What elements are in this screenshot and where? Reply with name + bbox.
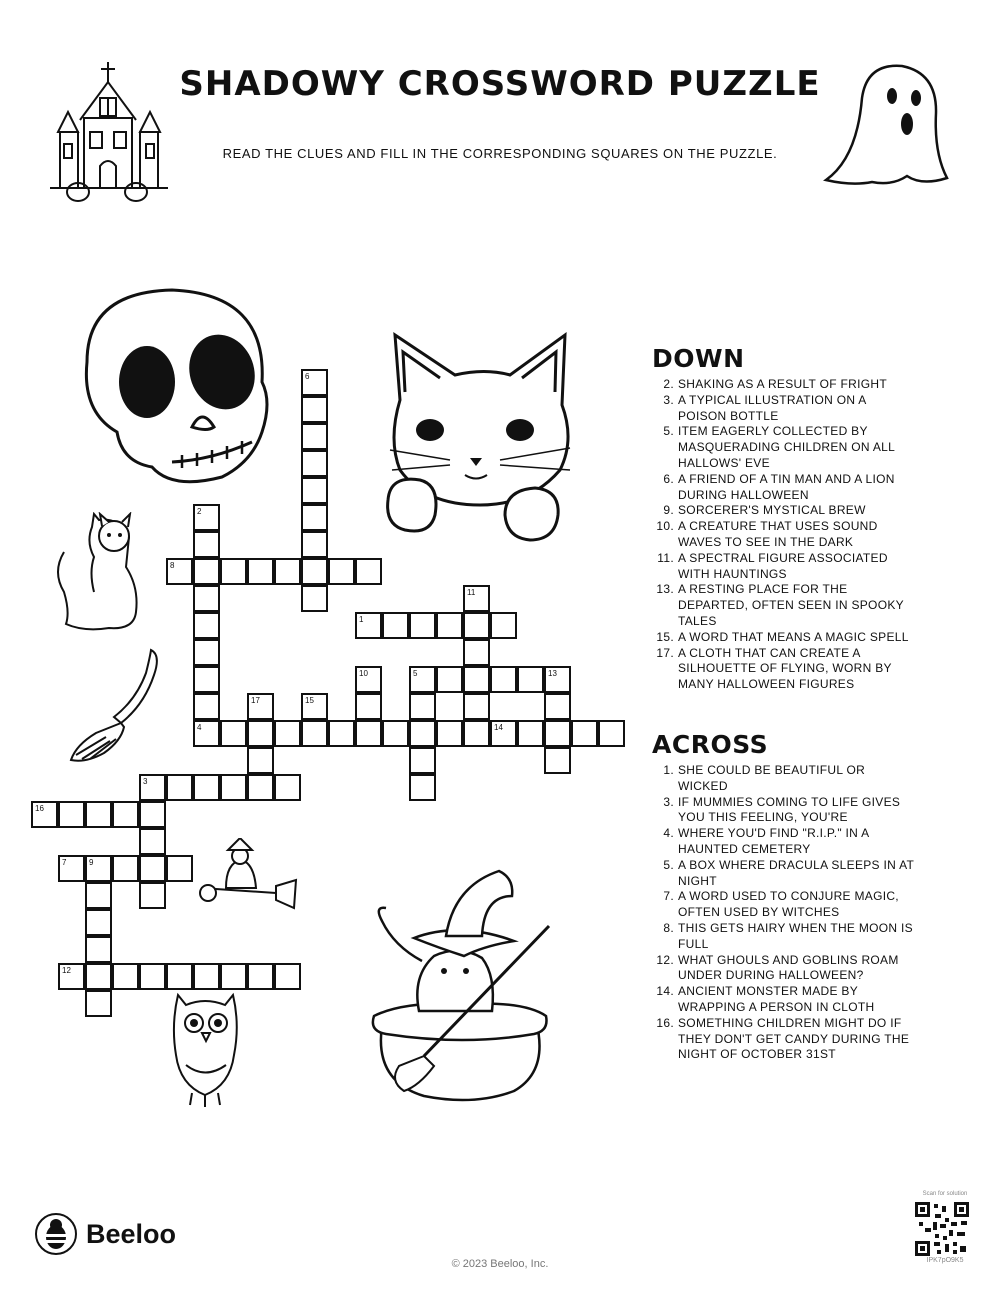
qr-caption: Scan for solution: [922, 1191, 968, 1197]
across-clue: 14. ANCIENT MONSTER MADE BY WRAPPING A PERSON IN CLOTH: [656, 984, 875, 1014]
crossword-cell[interactable]: [544, 747, 571, 774]
clue-number: 12: [62, 966, 71, 975]
crossword-cell[interactable]: [301, 423, 328, 450]
crossword-cell[interactable]: [85, 801, 112, 828]
crossword-cell[interactable]: [166, 855, 193, 882]
clue-number: 2: [197, 507, 202, 516]
qr-code-icon[interactable]: [915, 1202, 969, 1256]
crossword-cell[interactable]: [220, 963, 247, 990]
crossword-cell[interactable]: [436, 720, 463, 747]
crossword-cell[interactable]: [247, 963, 274, 990]
crossword-cell[interactable]: [85, 909, 112, 936]
across-clue-list: [652, 763, 917, 1063]
crossword-cell[interactable]: [139, 801, 166, 828]
crossword-cell[interactable]: [193, 666, 220, 693]
clue-number: 8: [170, 561, 175, 570]
crossword-cell[interactable]: [490, 666, 517, 693]
crossword-cell[interactable]: [274, 720, 301, 747]
down-clue: 5. ITEM EAGERLY COLLECTED BY MASQUERADING CHILDREN ON ALL HALLOWS' EVE: [663, 424, 895, 470]
clue-number: 9: [89, 858, 94, 867]
clue-number: 5: [413, 669, 418, 678]
crossword-cell[interactable]: [463, 612, 490, 639]
across-clue: 12. WHAT GHOULS AND GOBLINS ROAM UNDER DURING HALLOWEEN?: [656, 952, 899, 983]
clue-number: 16: [35, 804, 44, 813]
crossword-cell[interactable]: [247, 747, 274, 774]
crossword-cell[interactable]: [193, 558, 220, 585]
crossword-cell[interactable]: [193, 612, 220, 639]
crossword-cell[interactable]: [247, 774, 274, 801]
across-clue: 4. WHERE YOU'D FIND "R.I.P." IN A HAUNTED CEMETERY: [663, 826, 869, 856]
crossword-cell[interactable]: [463, 693, 490, 720]
crossword-cell[interactable]: [382, 612, 409, 639]
crossword-cell[interactable]: [166, 963, 193, 990]
crossword-cell[interactable]: [409, 774, 436, 801]
crossword-cell[interactable]: [193, 693, 220, 720]
clue-number: 11: [467, 588, 476, 597]
crossword-cell[interactable]: [301, 504, 328, 531]
crossword-cell[interactable]: [463, 720, 490, 747]
crossword-cell[interactable]: [409, 747, 436, 774]
crossword-cell[interactable]: [85, 990, 112, 1017]
crossword-cell[interactable]: [301, 477, 328, 504]
crossword-cell[interactable]: [139, 963, 166, 990]
crossword-cell[interactable]: [328, 558, 355, 585]
crossword-cell[interactable]: [220, 774, 247, 801]
crossword-cell[interactable]: [436, 666, 463, 693]
brand-logo: [34, 1212, 176, 1256]
crossword-cell[interactable]: [220, 558, 247, 585]
crossword-cell[interactable]: [544, 720, 571, 747]
crossword-cell[interactable]: [58, 801, 85, 828]
crossword-cell[interactable]: [193, 531, 220, 558]
copyright: © 2023 Beeloo, Inc.: [451, 1258, 549, 1270]
crossword-cell[interactable]: [112, 963, 139, 990]
down-clue: 11. A SPECTRAL FIGURE ASSOCIATED WITH HAUNTINGS: [657, 550, 888, 581]
crossword-cell[interactable]: [112, 801, 139, 828]
crossword-cell[interactable]: [490, 612, 517, 639]
down-clue: 15. A WORD THAT MEANS A MAGIC SPELL: [656, 629, 909, 644]
qr-code-id: IPK7pO9K5: [926, 1257, 964, 1264]
down-clue-list: [652, 377, 917, 693]
crossword-cell[interactable]: [409, 720, 436, 747]
across-clue: 7. A WORD USED TO CONJURE MAGIC, OFTEN USED BY WITCHES: [663, 889, 899, 920]
crossword-cell[interactable]: [85, 936, 112, 963]
crossword-cell[interactable]: [301, 396, 328, 423]
clue-number: 10: [359, 669, 368, 678]
crossword-cell[interactable]: [355, 558, 382, 585]
crossword-cell[interactable]: [247, 558, 274, 585]
down-clue: 13. A RESTING PLACE FOR THE DEPARTED, OFTEN SEEN IN SPOOKY TALES: [656, 582, 904, 628]
down-clues: [652, 344, 917, 693]
down-heading: DOWN: [652, 344, 745, 373]
clue-number: 6: [305, 372, 310, 381]
crossword-cell[interactable]: [301, 585, 328, 612]
crossword-cell[interactable]: [328, 720, 355, 747]
down-clue: 9. SORCERER'S MYSTICAL BREW: [663, 503, 866, 518]
crossword-cell[interactable]: [544, 693, 571, 720]
clue-number: 15: [305, 696, 314, 705]
crossword-cell[interactable]: [112, 855, 139, 882]
crossword-cell[interactable]: [139, 855, 166, 882]
clue-number: 17: [251, 696, 260, 705]
bee-logo-icon: [34, 1212, 78, 1256]
instructions: READ THE CLUES AND FILL IN THE CORRESPONDING SQUARES ON THE PUZZLE.: [222, 146, 778, 161]
crossword-cell[interactable]: [463, 639, 490, 666]
across-clue: 1. SHE COULD BE BEAUTIFUL OR WICKED: [663, 763, 866, 793]
crossword-cell[interactable]: [382, 720, 409, 747]
crossword-cell[interactable]: [517, 720, 544, 747]
clue-number: 1: [359, 615, 364, 624]
crossword-cell[interactable]: [436, 612, 463, 639]
crossword-cell[interactable]: [85, 882, 112, 909]
clue-number: 7: [62, 858, 67, 867]
crossword-cell[interactable]: [409, 693, 436, 720]
crossword-cell[interactable]: [274, 774, 301, 801]
crossword-cell[interactable]: [247, 720, 274, 747]
crossword-cell[interactable]: [571, 720, 598, 747]
crossword-cell[interactable]: [139, 828, 166, 855]
crossword-cell[interactable]: [193, 639, 220, 666]
clue-number: 4: [197, 723, 202, 732]
crossword-cell[interactable]: [301, 450, 328, 477]
down-clue: 2. SHAKING AS A RESULT OF FRIGHT: [663, 377, 887, 391]
crossword-cell[interactable]: [355, 693, 382, 720]
across-clue: 8. THIS GETS HAIRY WHEN THE MOON IS FULL: [663, 920, 913, 951]
crossword-cell[interactable]: [409, 612, 436, 639]
crossword-cell[interactable]: [355, 720, 382, 747]
crossword-cell[interactable]: [301, 531, 328, 558]
page-title: SHADOWY CROSSWORD PUZZLE: [179, 64, 821, 104]
crossword-cell[interactable]: [274, 558, 301, 585]
clue-number: 13: [548, 669, 557, 678]
crossword-cell[interactable]: [598, 720, 625, 747]
crossword-cell[interactable]: [220, 720, 247, 747]
crossword-cell[interactable]: [166, 774, 193, 801]
down-clue: 3. A TYPICAL ILLUSTRATION ON A POISON BOTTLE: [663, 392, 866, 423]
down-clue: 10. A CREATURE THAT USES SOUND WAVES TO SEE IN THE DARK: [656, 519, 878, 549]
down-clue: 17. A CLOTH THAT CAN CREATE A SILHOUETTE OF FLYING, WORN BY MANY HALLOWEEN FIGURES: [656, 645, 892, 692]
crossword-cell[interactable]: [139, 882, 166, 909]
across-clue: 3. IF MUMMIES COMING TO LIFE GIVES YOU THIS FEELING, YOU'RE: [663, 794, 901, 825]
clue-number: 14: [494, 723, 503, 732]
crossword-cell[interactable]: [193, 774, 220, 801]
crossword-cell[interactable]: [85, 963, 112, 990]
crossword-cell[interactable]: [463, 666, 490, 693]
crossword-cell[interactable]: [301, 558, 328, 585]
clue-number: 3: [143, 777, 148, 786]
crossword-cell[interactable]: [301, 720, 328, 747]
across-clue: 16. SOMETHING CHILDREN MIGHT DO IF THEY DON'T GET CANDY DURING THE NIGHT OF OCTOBER 31ST: [656, 1015, 910, 1062]
crossword-cell[interactable]: [517, 666, 544, 693]
crossword-cell[interactable]: [193, 585, 220, 612]
brand-name: Beeloo: [86, 1218, 177, 1249]
crossword-cell[interactable]: [193, 963, 220, 990]
across-clues: [652, 730, 917, 1063]
crossword-cell[interactable]: [274, 963, 301, 990]
across-heading: ACROSS: [652, 730, 769, 759]
across-clue: 5. A BOX WHERE DRACULA SLEEPS IN AT NIGHT: [663, 857, 914, 888]
down-clue: 6. A FRIEND OF A TIN MAN AND A LION DURING HALLOWEEN: [663, 471, 895, 502]
